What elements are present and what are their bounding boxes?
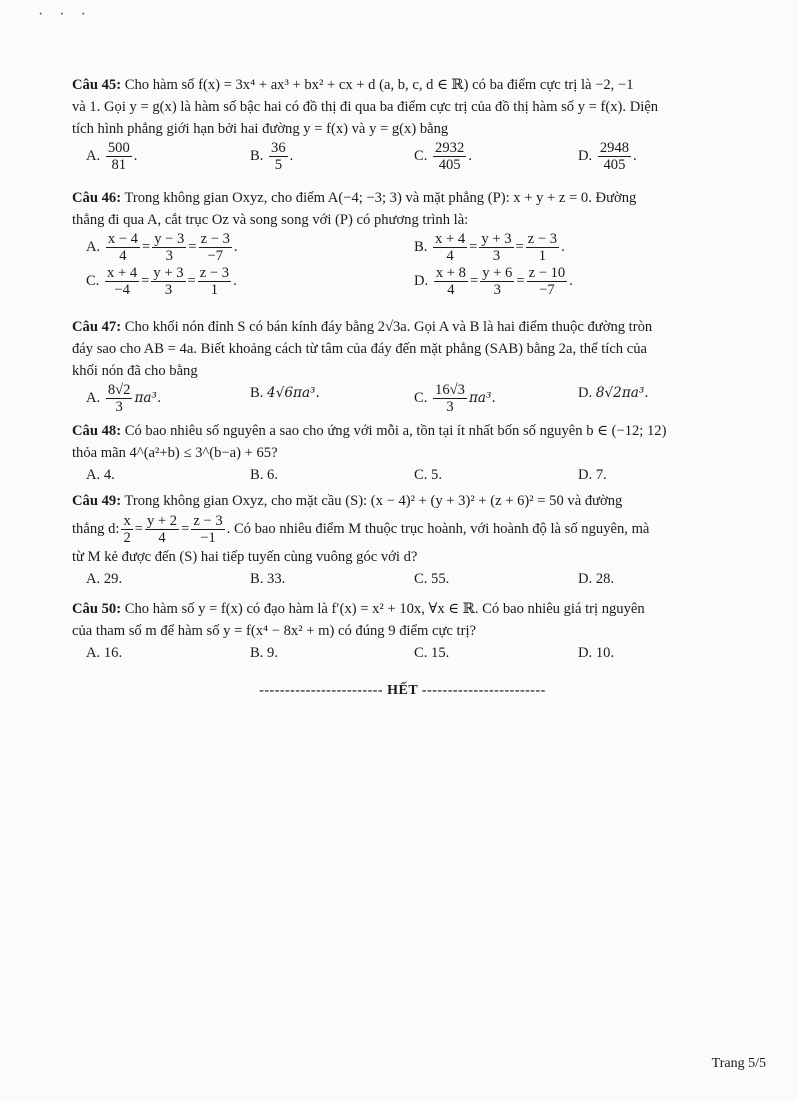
option-c: C. 5.	[414, 467, 442, 483]
options	[72, 568, 732, 592]
question-text: tích hình phẳng giới hạn bởi hai đường y = f(x) và y = g(x) bằng	[72, 121, 449, 137]
question-text: đáy sao cho AB = 4a. Biết khoảng cách từ tâm của đáy đến mặt phẳng (SAB) bằng 2a, thể tích của	[72, 341, 647, 357]
options	[72, 140, 732, 174]
question-47	[72, 316, 732, 416]
question-45	[72, 74, 732, 174]
question-text: và 1. Gọi y = g(x) là hàm số bậc hai có đồ thị đi qua ba điểm cực trị của đồ thị hàm số y = f(x). Diện	[72, 99, 659, 115]
page-number: Trang 5/5	[711, 1056, 766, 1071]
option-a: A. $\frac{8√2}{3}$ πa³.	[86, 382, 162, 415]
option-d: D. 7.	[578, 467, 607, 483]
question-label: Câu 48:	[72, 423, 122, 439]
options	[72, 464, 732, 488]
question-text: của tham số m để hàm số y = f(x⁴ − 8x² + m) có đúng 9 điểm cực trị?	[72, 623, 476, 639]
options	[72, 265, 732, 299]
question-text: Trong không gian Oxyz, cho điểm A(−4; −3; 3) và mặt phẳng (P): x + y + z = 0. Đường	[124, 190, 637, 206]
question-text: Cho hàm số f(x) = 3x⁴ + ax³ + bx² + cx + d (a, b, c, d ∈ ℝ) có ba điểm cực trị là −2, −1	[124, 77, 634, 93]
question-text: Cho khối nón đỉnh S có bán kính đáy bằng 2√3a. Gọi A và B là hai điểm thuộc đường tròn	[124, 319, 653, 335]
option-b: B. 6.	[250, 467, 278, 483]
question-50	[72, 598, 732, 666]
option-d: D. 28.	[578, 571, 615, 588]
question-label: Câu 50:	[72, 601, 122, 617]
option-a: A. $\frac{x - 4}{4}$ = $\frac{y - 3}{3}$ = $\frac{z - 3}{-7}$ .	[86, 231, 238, 264]
question-49: Câu 49: Trong không gian Oxyz, cho mặt cầu (S): (x − 4)² + (y + 3)² + (z + 6)² = 50 và đường thẳng d: $\frac{x}{2}$ = $\frac{y + 2}{4}$ = $\frac{z - 3}{-1}$ . Có bao nhiêu điểm M thuộc trục hoành, với hoành độ là số nguyên, mà từ M kẻ được đến (S) hai tiếp tuyến cùng vuông góc với d? A. 29. B. 33. C. 55. D. 28.	[72, 490, 732, 592]
question-46	[72, 187, 732, 299]
option-b: B. 9.	[250, 645, 278, 661]
option-b: B. 4√6πa³.	[250, 385, 320, 401]
options	[72, 231, 732, 265]
option-d: D. 10.	[578, 645, 615, 661]
question-text: Cho hàm số y = f(x) có đạo hàm là f′(x) = x² + 10x, ∀x ∈ ℝ. Có bao nhiêu giá trị nguyên	[124, 601, 645, 617]
option-d: D. $\frac{x + 8}{4}$ = $\frac{y + 6}{3}$ = $\frac{z - 10}{-7}$ .	[414, 265, 573, 298]
option-a: A. 29.	[86, 571, 123, 588]
option-a: A. 4.	[86, 467, 115, 483]
corner-marks: · · ·	[38, 6, 92, 23]
option-b: B. $\frac{36}{5}$ .	[250, 140, 294, 173]
options	[72, 642, 732, 666]
question-text: Trong không gian Oxyz, cho mặt cầu (S): (x − 4)² + (y + 3)² + (z + 6)² = 50 và đường	[124, 493, 623, 509]
question-text: Có bao nhiêu số nguyên a sao cho ứng với mỗi a, tồn tại ít nhất bốn số nguyên b ∈ (−12; 12)	[124, 423, 667, 439]
option-d: D. $\frac{2948}{405}$ .	[578, 140, 637, 173]
question-text: khối nón đã cho bằng	[72, 363, 198, 379]
question-text: thỏa mãn 4^(a²+b) ≤ 3^(b−a) + 65?	[72, 445, 278, 461]
option-c: C. 15.	[414, 645, 450, 661]
option-a: A. 16.	[86, 645, 123, 661]
option-a: A. $\frac{500}{81}$ .	[86, 140, 138, 173]
question-text: từ M kẻ được đến (S) hai tiếp tuyến cùng vuông góc với d?	[72, 549, 418, 566]
option-d: D. 8√2πa³.	[578, 385, 649, 401]
question-label: Câu 49:	[72, 493, 122, 509]
option-b: B. $\frac{x + 4}{4}$ = $\frac{y + 3}{3}$ = $\frac{z - 3}{1}$ .	[414, 231, 565, 264]
end-marker: ------------------------ HẾT ------------------------	[259, 683, 546, 698]
option-c: C. $\frac{2932}{405}$ .	[414, 140, 472, 173]
option-c: C. $\frac{x + 4}{-4}$ = $\frac{y + 3}{3}$ = $\frac{z - 3}{1}$ .	[86, 265, 237, 298]
option-b: B. 33.	[250, 571, 286, 588]
question-label: Câu 46:	[72, 190, 122, 206]
options	[72, 382, 732, 416]
option-c: C. $\frac{16√3}{3}$ πa³.	[414, 382, 496, 415]
question-label: Câu 45:	[72, 77, 122, 93]
question-text: thẳng đi qua A, cắt trục Oz và song song với (P) có phương trình là:	[72, 212, 469, 228]
question-48	[72, 420, 732, 488]
option-c: C. 55.	[414, 571, 450, 588]
question-label: Câu 47:	[72, 319, 122, 335]
